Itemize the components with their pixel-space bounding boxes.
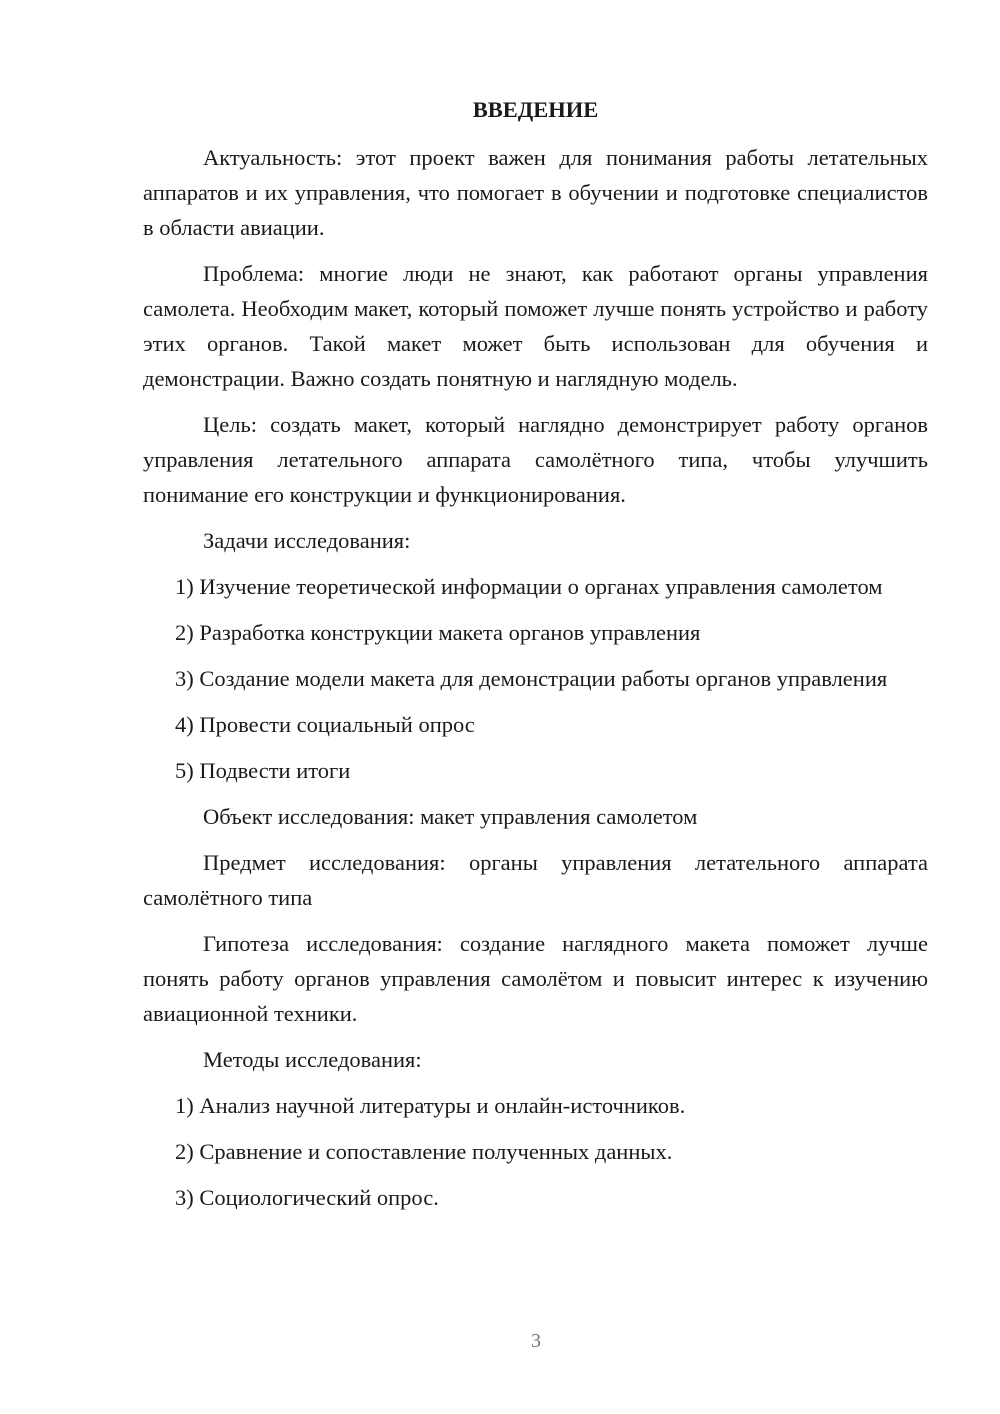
task-item: 4) Провести социальный опрос (175, 712, 475, 737)
methods-heading: Методы исследования: (203, 1047, 422, 1072)
task-item: 2) Разработка конструкции макета органов управления (175, 620, 701, 645)
object-paragraph: Объект исследования: макет управления самолетом (203, 804, 698, 829)
page-number: 3 (531, 1330, 541, 1352)
task-item: 5) Подвести итоги (175, 758, 351, 783)
tasks-heading: Задачи исследования: (203, 528, 411, 553)
subject-paragraph: Предмет исследования: органы управления летательного аппарата самолётного типа (143, 850, 928, 910)
task-item: 1) Изучение теоретической информации о органах управления самолетом (175, 574, 883, 599)
method-item: 2) Сравнение и сопоставление полученных данных. (175, 1139, 673, 1164)
problem-paragraph: Проблема: многие люди не знают, как работают органы управления самолета. Необходим макет, который поможет лучше понять устройство и работу этих органов. Такой макет может быть использован для обучения и демонстрации. Важно создать понятную и наглядную модель. (143, 261, 928, 391)
relevance-paragraph: Актуальность: этот проект важен для понимания работы летательных аппаратов и их управления, что помогает в обучении и подготовке специалистов в области авиации. (143, 145, 928, 240)
method-item: 1) Анализ научной литературы и онлайн-источников. (175, 1093, 686, 1118)
task-item: 3) Создание модели макета для демонстрации работы органов управления (175, 666, 888, 691)
hypothesis-paragraph: Гипотеза исследования: создание наглядного макета поможет лучше понять работу органов управления самолётом и повысит интерес к изучению авиационной техники. (143, 931, 928, 1026)
page-content (143, 90, 928, 1226)
section-title: ВВЕДЕНИЕ (472, 97, 599, 122)
goal-paragraph: Цель: создать макет, который наглядно демонстрирует работу органов управления летательного аппарата самолётного типа, чтобы улучшить понимание его конструкции и функционирования. (143, 412, 928, 507)
method-item: 3) Социологический опрос. (175, 1185, 439, 1210)
